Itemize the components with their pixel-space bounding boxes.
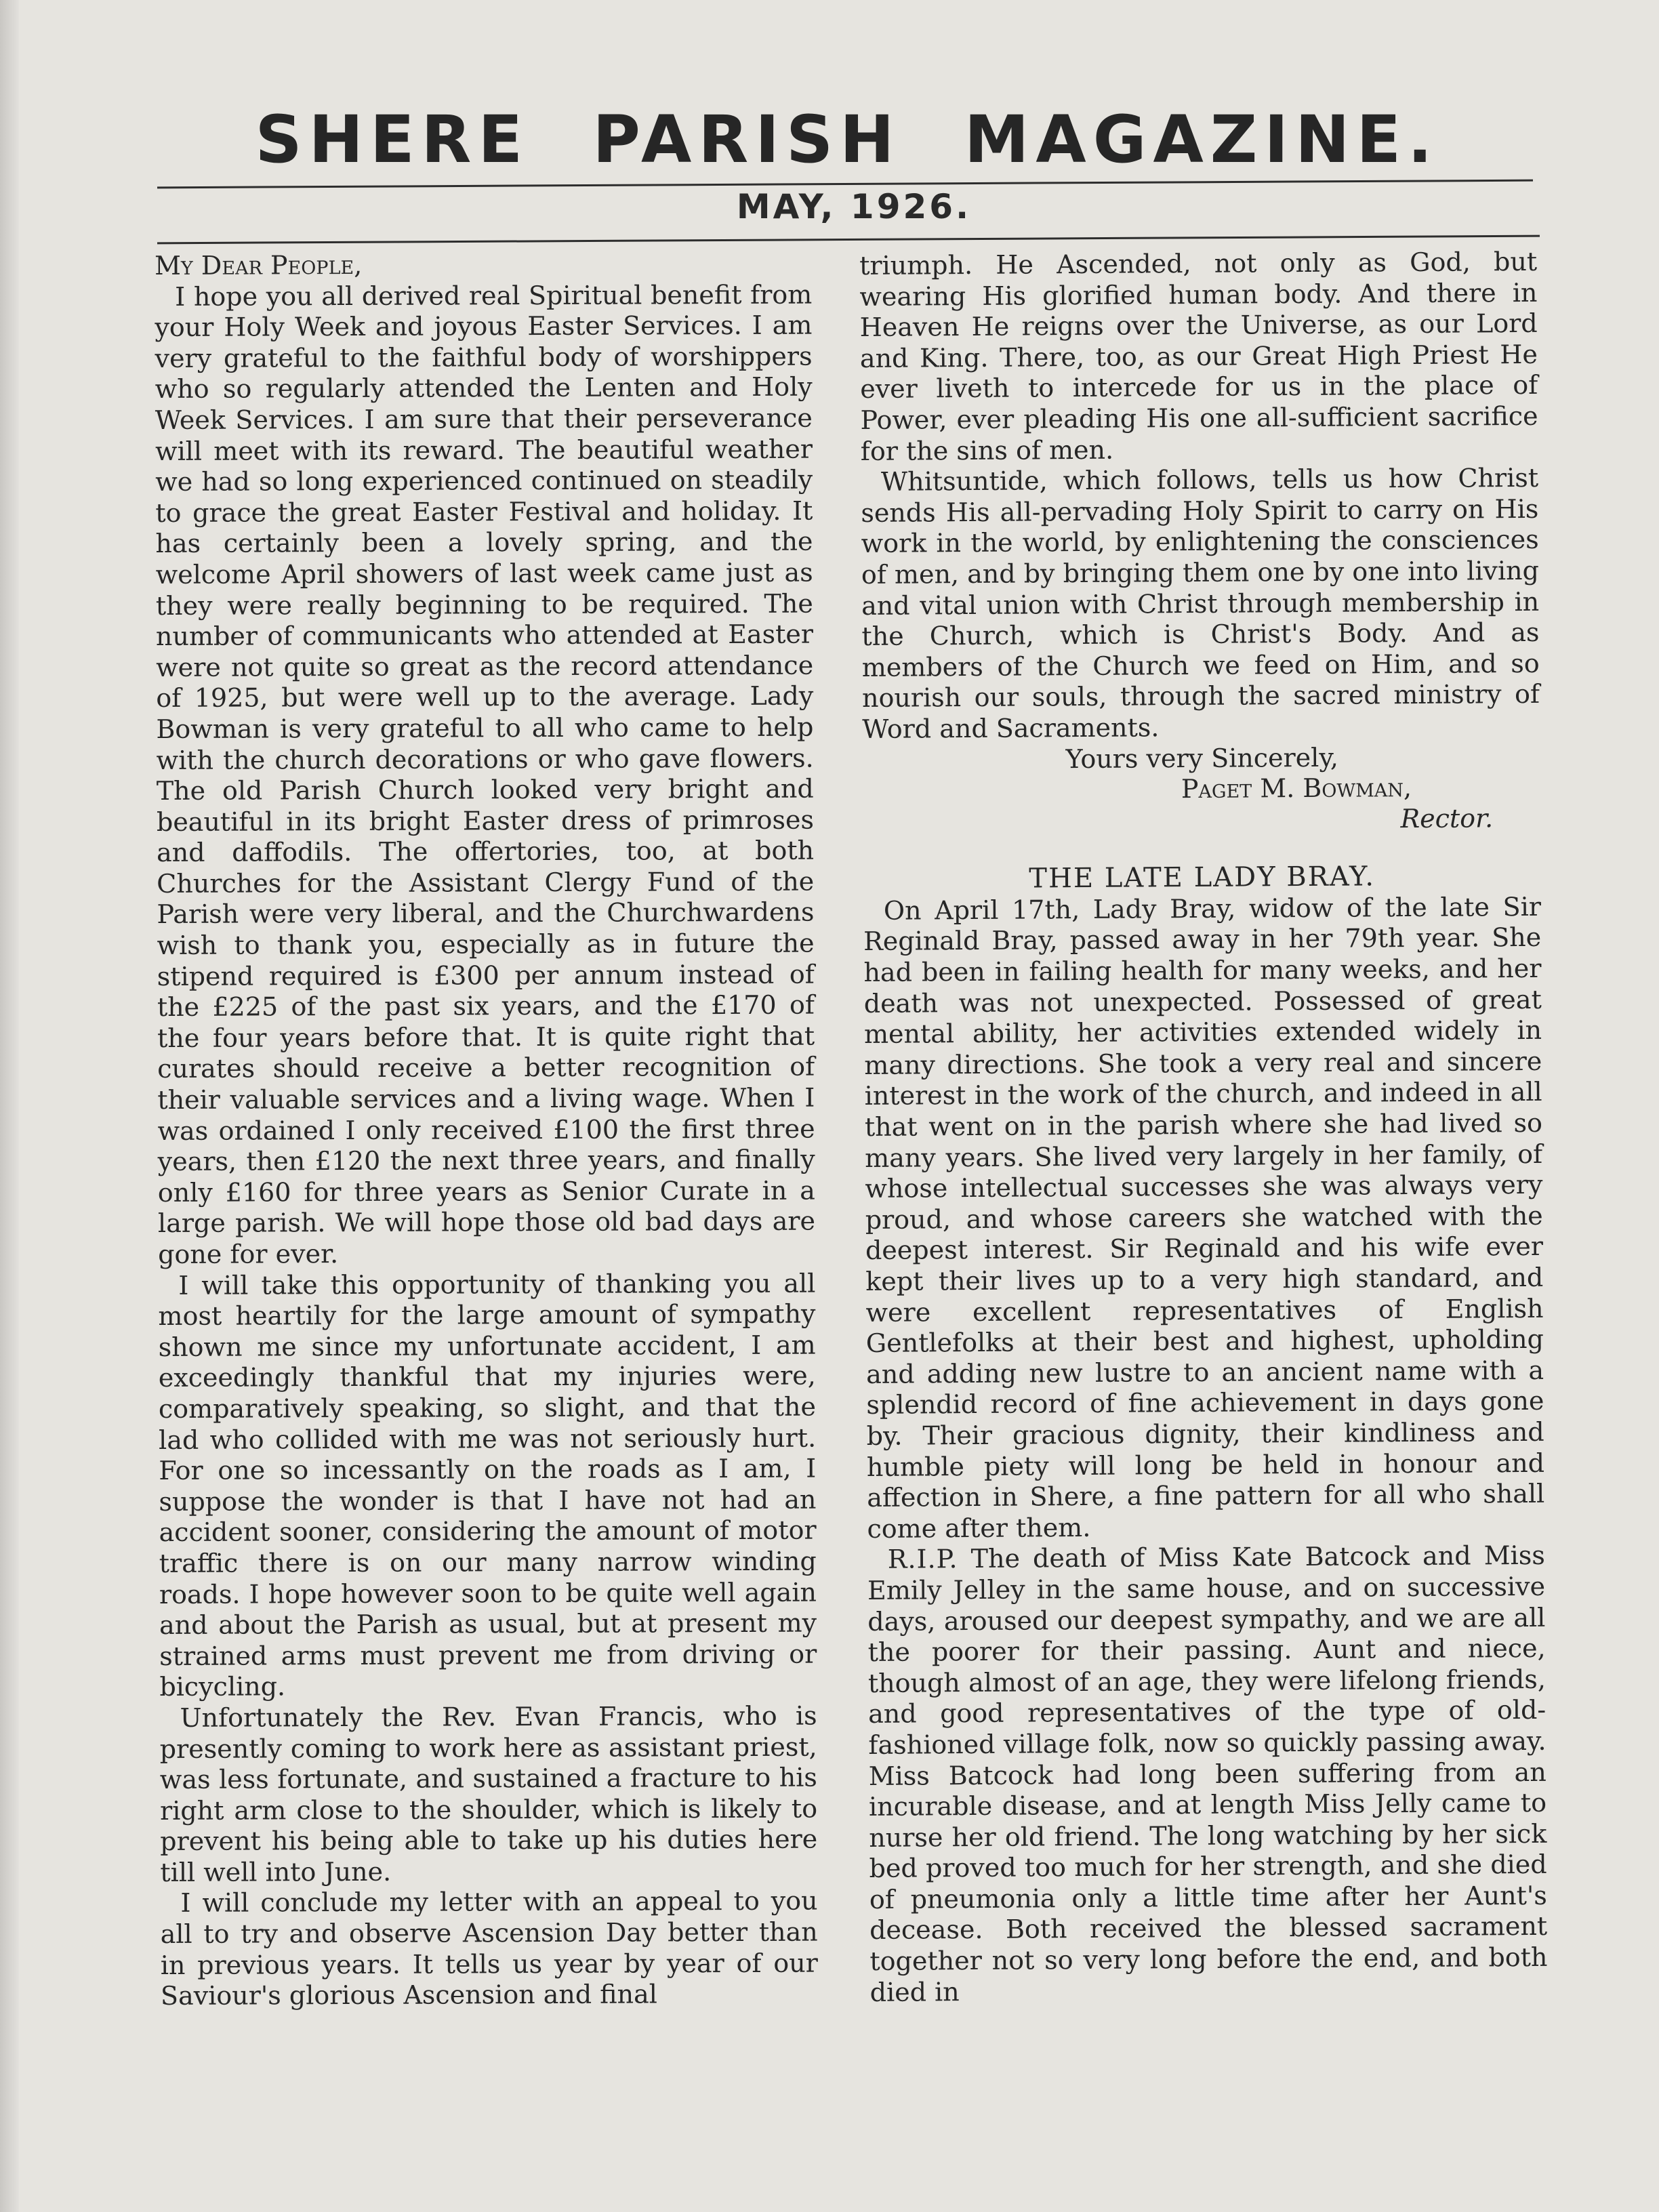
letter-paragraph: Whitsuntide, which follows, tells us how Christ sends His all-pervading Holy Spirit to carry on His work in the world, by enlightening the consciences of men, and by bringing them one by one into living and vital union with Christ through membership in the Church, which is Christ's Body. And as members of the Church we feed on Him, and so nourish our souls, through the sacred ministry of Word and Sacraments. xyxy=(861,463,1540,744)
left-column xyxy=(155,249,818,2012)
letter-closing: Yours very Sincerely, xyxy=(1065,742,1339,774)
rip-paragraph xyxy=(867,1540,1548,2008)
rip-text: The death of Miss Kate Batcock and Miss Emily Jelley in the same house, and on successive days, aroused our deepest sympathy, and we are all the poorer for their passing. Aunt and niece, though almost of an age, they were lifelong friends, and good representatives of the type of old-fashioned village folk, now so quickly passing away. Miss Batcock had long been suffering from an incurable disease, and at length Miss Jelly came to nurse her old friend. The long watching by her sick bed proved too much for her strength, and she died of pneumonia only a little time after her Aunt's decease. Both received the blessed sacrament together not so very long before the end, and both died in xyxy=(867,1540,1548,2007)
right-column xyxy=(859,247,1548,2008)
letter-salutation: My Dear People, xyxy=(155,249,363,281)
letter-paragraph: triumph. He Ascended, not only as God, but wearing His glorified human body. And there in Heaven He reigns over the Universe, as our Lord and King. There, too, as our Great High Priest He ever liveth to intercede for us in the place of Power, ever pleading His one all-sufficient sacrifice for the sins of men. xyxy=(859,246,1538,466)
letter-paragraph: I will take this opportunity of thanking you all most heartily for the large amount of sympathy shown me since my unfortunate accident, I am exceedingly thankful that my injuries were, comparatively speaking, so slight, and that the lad who collided with me was not seriously hurt. For one so incessantly on the roads as I am, I suppose the wonder is that I have not had an accident sooner, considering the amount of motor traffic there is on our many narrow winding roads. I hope however soon to be quite well again and about the Parish as usual, but at present my strained arms must prevent me from driving or bicycling. xyxy=(158,1268,817,1702)
letter-paragraph: Unfortunately the Rev. Evan Francis, who is presently coming to work here as assistant priest, was less fortunate, and sustained a fracture to his right arm close to the shoulder, which is likely to prevent his being able to take up his duties here till well into June. xyxy=(159,1700,818,1887)
letter-paragraph: I hope you all derived real Spiritual benefit from your Holy Week and joyous Easter Services. I am very grateful to the faithful body of worshippers who so regularly attended the Lenten and Holy Week Services. I am sure that their perseverance will meet with its reward. The beautiful weather we had so long experienced continued on steadily to grace the great Easter Festival and holiday. It has certainly been a lovely spring, and the welcome April showers of last week came just as they were really beginning to be required. The number of communicants who attended at Easter were not quite so great as the record attendance of 1925, but were well up to the average. Lady Bowman is very grateful to all who came to help with the church decorations or who gave flowers. The old Parish Church looked very bright and beautiful in its bright Easter dress of primroses and daffodils. The offertories, too, at both Churches for the Assistant Clergy Fund of the Parish were very liberal, and the Churchwardens wish to thank you, especially as in future the stipend required is £300 per annum instead of the £225 of the past six years, and the £170 of the four years before that. It is quite right that curates should receive a better recognition of their valuable services and a living wage. When I was ordained I only received £100 the first three years, then £120 the next three years, and finally only £160 for three years as Senior Curate in a large parish. We will hope those old bad days are gone for ever. xyxy=(155,279,816,1269)
rip-label: R.I.P. xyxy=(887,1544,958,1575)
letter-role: Rector. xyxy=(1400,802,1494,834)
letter-paragraph: I will conclude my letter with an appeal to you all to try and observe Ascension Day better than in previous years. It tells us year by year of our Saviour's glorious Ascension and final xyxy=(160,1886,818,2011)
obituary-paragraph: On April 17th, Lady Bray, widow of the late Sir Reginald Bray, passed away in her 79th year. She had been in failing health for many weeks, and her death was not unexpected. Possessed of great mental ability, her activities extended widely in many directions. She took a very real and sincere interest in the work of the church, and indeed in all that went on in the parish where she had lived so many years. She lived very largely in her family, of whose intellectual successes she was always very proud, and whose careers she watched with the deepest interest. Sir Reginald and his wife ever kept their lives up to a very high standard, and were excellent representatives of English Gentlefolks at their best and highest, upholding and adding new lustre to an ancient name with a splendid record of fine achievement in days gone by. Their gracious dignity, their kindliness and humble piety will long be held in honour and affection in Shere, a fine pattern for all who shall come after them. xyxy=(863,891,1545,1544)
binding-edge xyxy=(0,0,19,2212)
issue-date: MAY, 1926. xyxy=(736,187,972,226)
letter-signature: Paget M. Bowman, xyxy=(1181,773,1412,804)
magazine-title: SHERE PARISH MAGAZINE. xyxy=(255,102,1439,178)
obituary-heading: THE LATE LADY BRAY. xyxy=(1029,861,1376,895)
